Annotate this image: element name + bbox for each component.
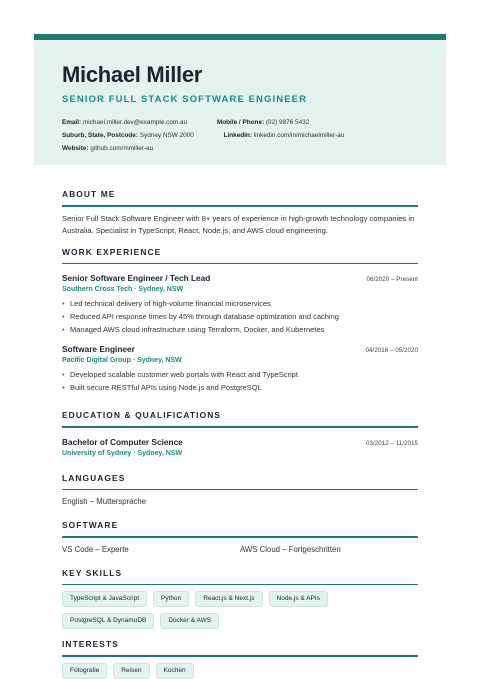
job-bullet: • Developed scalable customer web portals with React and TypeScript <box>62 370 298 379</box>
section-heading: KEY SKILLS <box>62 567 123 578</box>
skill-tags <box>62 591 418 635</box>
contact-address: Suburb, State, Postcode: Sydney NSW 2000 <box>62 132 194 139</box>
section-interests <box>62 639 418 679</box>
section-education <box>62 410 418 457</box>
contact-phone[interactable]: Mobile / Phone: (02) 9876 5432 <box>216 119 310 126</box>
education-institution: University of Sydney · Sydney, NSW <box>62 449 183 457</box>
job-title: Software Engineer <box>62 344 135 354</box>
contact-info <box>62 116 418 155</box>
section-languages <box>62 473 418 509</box>
bullet-icon: • <box>62 299 65 308</box>
interest-tag: Fotografie <box>62 663 107 679</box>
job-bullet: • Managed AWS cloud infrastructure using Terraform, Docker, and Kubernetes <box>62 325 325 334</box>
job-bullet: • Reduced API response times by 45% through database optimization and caching <box>62 312 339 321</box>
job-organization: Southern Cross Tech · Sydney, NSW <box>62 286 184 293</box>
interest-tags <box>62 663 418 679</box>
contact-email[interactable]: Email: michael.miller.dev@example.com.au <box>62 119 188 126</box>
contact-website[interactable]: Website: github.com/mmiller-au <box>62 145 154 152</box>
skill-tag: React.js & Next.js <box>195 591 262 607</box>
section-divider <box>62 263 418 265</box>
job-bullet: • Led technical delivery of high-volume financial microservices <box>62 299 271 308</box>
bullet-icon: • <box>62 383 65 392</box>
section-skills <box>62 568 418 636</box>
resume-page <box>34 34 446 679</box>
software-item: VS Code – Experte <box>62 544 129 554</box>
skill-tag: PostgreSQL & DynamoDB <box>62 613 154 629</box>
job-title: Senior Software Engineer / Tech Lead <box>62 273 211 283</box>
section-divider <box>62 655 418 657</box>
section-heading: EDUCATION & QUALIFICATIONS <box>62 410 222 420</box>
section-divider <box>62 584 418 586</box>
bullet-icon: • <box>62 325 65 334</box>
interest-tag: Kochen <box>156 663 194 679</box>
section-divider <box>62 536 418 538</box>
language-item: English – Muttersprache <box>62 497 147 506</box>
section-heading: ABOUT ME <box>62 189 116 199</box>
job-date: 04/2016 – 05/2020 <box>365 347 418 354</box>
skill-tag: Docker & AWS <box>160 613 219 629</box>
education-date: 03/2012 – 11/2015 <box>365 439 418 447</box>
job-entry <box>62 273 418 336</box>
section-about <box>62 189 418 238</box>
contact-linkedin[interactable]: LinkedIn: linkedin.com/in/michaelmiller-au <box>223 132 345 139</box>
section-heading: WORK EXPERIENCE <box>62 246 162 257</box>
job-entry <box>62 344 418 394</box>
section-experience <box>62 247 418 395</box>
resume-body <box>34 189 446 679</box>
job-bullet: • Built secure RESTful APIs using Node.js and PostgreSQL <box>62 383 262 392</box>
job-date: 06/2020 – Present <box>366 276 418 283</box>
degree-title: Bachelor of Computer Science <box>62 436 183 447</box>
section-divider <box>62 426 418 428</box>
education-entry <box>62 437 418 457</box>
bullet-icon: • <box>62 370 65 379</box>
interest-tag: Reisen <box>113 663 149 679</box>
skill-tag: Python <box>153 591 189 607</box>
section-divider <box>62 205 418 207</box>
software-item: AWS Cloud – Fortgeschritten <box>240 544 341 554</box>
section-heading: INTERESTS <box>62 639 119 649</box>
section-divider <box>62 489 418 491</box>
section-heading: SOFTWARE <box>62 520 119 530</box>
section-software <box>62 520 418 556</box>
skill-tag: Node.js & APIs <box>269 591 328 607</box>
bullet-icon: • <box>62 312 65 321</box>
candidate-name: Michael Miller <box>62 62 203 87</box>
job-organization: Pacific Digital Group · Sydney, NSW <box>62 357 182 364</box>
skill-tag: TypeScript & JavaScript <box>62 591 147 607</box>
candidate-title: SENIOR FULL STACK SOFTWARE ENGINEER <box>62 94 308 105</box>
about-text: Senior Full Stack Software Engineer with 8+ years of experience in high-growth technology companies in Australia. Specialist in TypeScript, React, Node.js, and AWS cloud engineering. <box>62 213 415 235</box>
section-heading: LANGUAGES <box>62 472 126 483</box>
resume-header <box>34 40 446 165</box>
